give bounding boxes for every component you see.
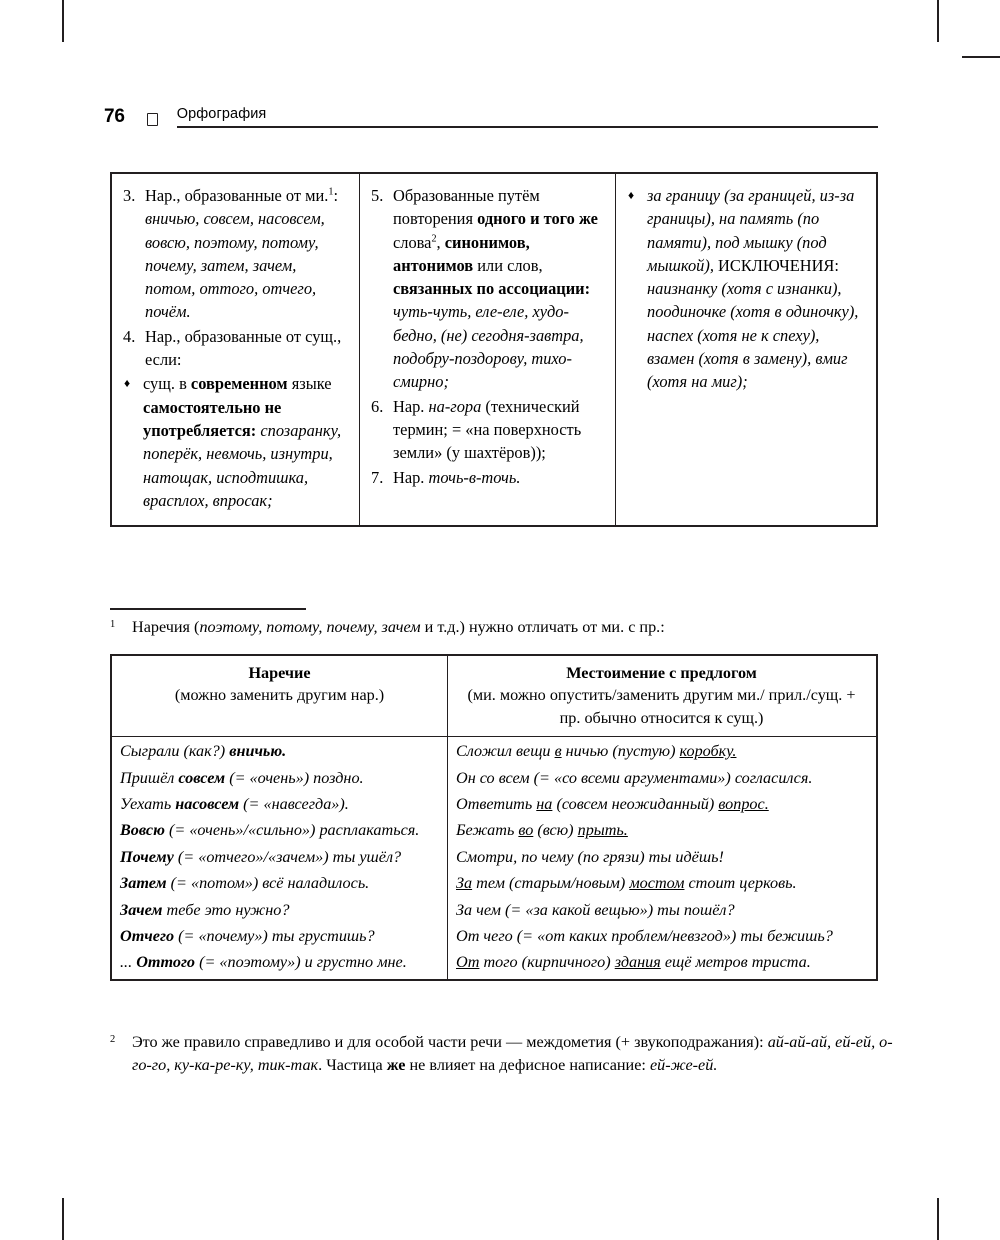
rule-item [123,184,350,324]
rules-table [110,172,878,527]
table-row: За чем (= «за какой вещью») ты пошёл? [456,900,735,919]
comparison-table-body [112,737,876,979]
rule-text: Нар. точь-в-точь. [393,467,521,487]
crop-mark-top-right-horizontal [962,56,1000,58]
comparison-header-adverb-title: Наречие [248,664,311,682]
rule-number: 7. [371,467,384,487]
table-row: Он со всем (= «со всеми аргументами») согласился. [456,768,813,787]
rule-text: Образованные путём повторения одного и того же слова$^2$, синонимов, антонимов или слов, связанных по ассоциации: чуть-чуть, еле-еле, худо-бедно, (не) сегодня-завтра, подобру-поздорову, тихо-смирно; [393,186,598,392]
crop-mark-bottom-right [937,1198,939,1240]
footnote-1-text: Наречия (поэтому, потому, почему, зачем и т.д.) нужно отличать от ми. с пр.: [132,618,665,636]
rules-column-1 [112,174,360,525]
page-number: 76 [104,106,125,127]
comparison-column-adverb [112,737,448,979]
comparison-table-header-row [112,656,876,737]
rules-column-2 [360,174,616,525]
rule-text: за границу (за границей, из-за границы), на память (по памяти), под мышку (под мышкой), ИСКЛЮЧЕНИЯ: наизнанку (хотя с изнанки), поодиночке (хотя в одиночку), наспех (хотя не к спеху), взамен (хотя в замену), вмиг (хотя на миг); [647,186,859,392]
rule-number: 6. [371,396,384,416]
running-head-rule [177,106,878,128]
table-row: Бежать во (всю) прыть. [456,821,628,840]
running-head [104,106,878,128]
rule-item [371,466,606,489]
table-row: Сыграли (как?) вничью. [120,742,287,761]
comparison-header-pronoun [448,656,875,736]
rule-item [123,325,350,372]
table-row: Вовсю (= «очень»/«сильно») расплакаться. [120,821,420,840]
table-row: Пришёл совсем (= «очень») поздно. [120,768,364,787]
table-row: Сложил вещи в ничью (пустую) коробку. [456,742,737,761]
comparison-table [110,654,878,981]
comparison-header-pronoun-title: Местоимение с предлогом [566,664,757,682]
rule-number: 5. [371,186,384,205]
rule-item [123,372,350,512]
section-title: Орфография [176,106,267,122]
diamond-bullet-icon: ♦ [628,188,635,202]
comparison-header-adverb [112,656,448,736]
square-bullet-icon [147,113,158,126]
rules-column-3 [616,174,876,525]
rule-item [627,184,867,394]
table-row: Отчего (= «почему») ты грустишь? [120,927,375,946]
table-row: Затем (= «потом») всё наладилось. [120,874,370,893]
table-row: Уехать насовсем (= «навсегда»). [120,795,349,814]
footnote-1 [110,616,900,639]
rule-item [371,184,606,394]
comparison-header-adverb-subtitle: (можно заменить другим нар.) [174,686,385,705]
table-row: Ответить на (совсем неожиданный) вопрос. [456,795,769,814]
diamond-bullet-icon: ♦ [124,376,131,391]
rule-item [371,395,606,465]
footnote-2-marker: 2 [110,1034,116,1045]
rule-text: Нар., образованные от ми.$^1$: вничью, совсем, насовсем, вовсю, поэтому, потому, почему, затем, зачем, потом, оттого, отчего, почём. [145,186,339,322]
rule-number: 4. [123,326,136,346]
crop-mark-bottom-left [62,1198,64,1240]
table-row: Почему (= «отчего»/«зачем») ты ушёл? [120,847,402,866]
footnote-1-marker: 1 [110,619,116,630]
table-row: Смотри, по чему (по грязи) ты идёшь! [456,847,724,866]
footnote-2 [110,1031,900,1076]
crop-mark-top-right-vertical [937,0,939,42]
table-row: ... Оттого (= «поэтому») и грустно мне. [120,953,407,972]
comparison-header-pronoun-subtitle: (ми. можно опустить/заменить другим ми./ прил./сущ. + пр. обычно относится к сущ.) [467,686,856,727]
rule-text: Нар. на-гора (технический термин; = «на поверхность земли» (у шахтёров)); [393,396,582,463]
table-row: От чего (= «от каких проблем/невзгод») ты бежишь? [456,927,833,946]
crop-mark-top-left [62,0,64,42]
rule-number: 3. [123,186,136,205]
table-row: Зачем тебе это нужно? [120,900,290,919]
rule-text: Нар., образованные от сущ., если: [145,326,342,370]
footnote-2-text: Это же правило справедливо и для особой части речи — междометия (+ звукоподражания): ай-ай-ай, ей-ей, о-го-го, ку-ка-ре-ку, тик-так. Частица же не влияет на дефисное написание: ей-же-ей. [132,1033,893,1074]
table-row: От того (кирпичного) здания ещё метров триста. [456,953,811,972]
footnote-separator-rule [110,608,306,610]
table-row: За тем (старым/новым) мостом стоит церковь. [456,874,797,893]
comparison-column-pronoun [448,737,875,979]
rule-text: сущ. в современном языке самостоятельно не употребляется: спозаранку, поперёк, невмочь, изнутри, натощак, исподтишка, врасплох, впросак; [143,374,342,510]
